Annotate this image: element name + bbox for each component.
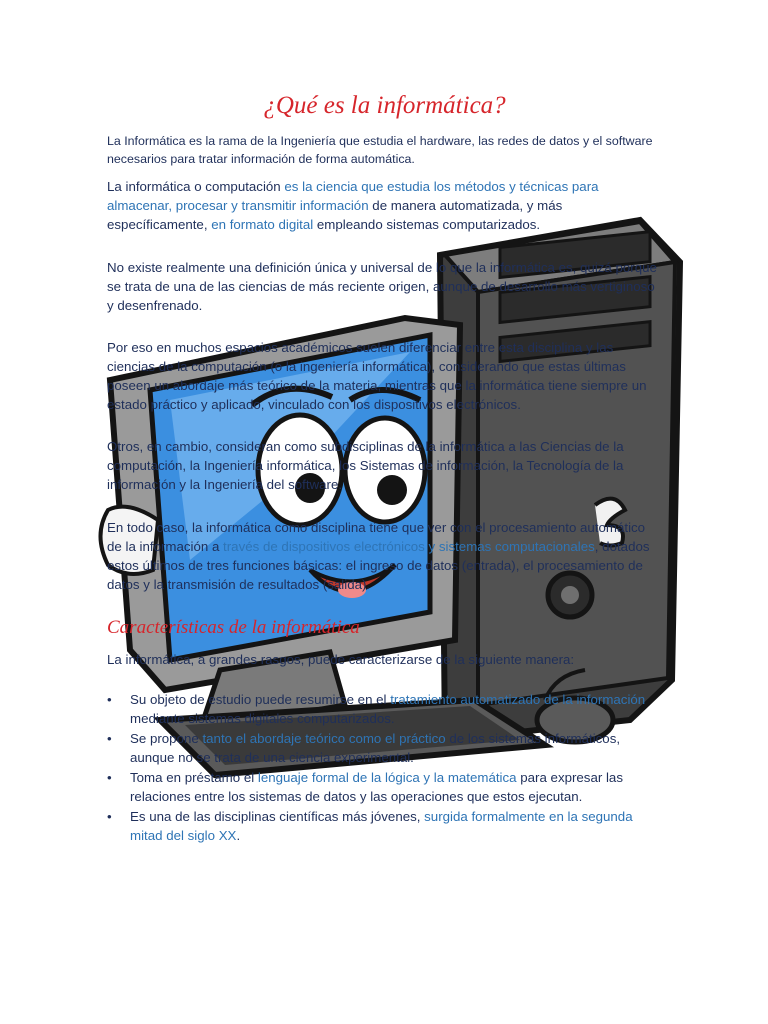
definition-text-a: La informática o computación (107, 179, 285, 194)
list-item-highlight: surgida formalmente en la segunda mitad del siglo XX (130, 809, 633, 843)
page-title: ¿Qué es la informática? (263, 92, 506, 119)
intro-paragraph: La Informática es la rama de la Ingeniería que estudia el hardware, las redes de datos y el software necesarios para tratar información de forma automática. (107, 134, 653, 166)
bullet-icon: • (107, 809, 112, 824)
list-item-text: para expresar las relaciones entre los sistemas de datos y las operaciones que estos ejecutan. (130, 770, 623, 804)
bullet-icon: • (107, 770, 112, 785)
list-item-text: Es una de las disciplinas científicas más jóvenes, (130, 809, 425, 824)
list-item (107, 690, 667, 728)
definition-highlight-1: es la ciencia que estudia los métodos y técnicas para almacenar, procesar y transmitir información (107, 179, 599, 213)
list-item (107, 768, 667, 806)
paragraph-academic-spaces: Por eso en muchos espacios académicos suelen diferenciar entre esta disciplina y las ciencias de la computación (o la ingeniería informática), considerando que estas últimas poseen un abordaje más teórico de la materia, mientras que la informática tiene siempre un estado práctico y aplicado, vinculado con los dispositivos electrónicos. (107, 340, 647, 412)
bullet-icon: • (107, 692, 112, 707)
paragraph-definition-unique: No existe realmente una definición única y universal de lo que la informática es, quizá porque se trata de una de las ciencias de más reciente origen, aunque de desarrollo más vertiginoso y desenfrenado. (107, 260, 657, 313)
definition-text-c: de manera automatizada, y más específicamente, (107, 198, 563, 232)
list-item-text: Su objeto de estudio puede resumirse en el (130, 692, 391, 707)
list-item-text: de los sistemas informáticos, aunque no se trata de una ciencia experimental. (130, 731, 621, 765)
section-heading: Características de la informática (107, 617, 360, 638)
characteristics-list (107, 690, 667, 846)
paragraph-subdisciplines: Otros, en cambio, consideran como subdisciplinas de la informática a las Ciencias de la computación, la Ingeniería informática, los Sistemas de información, la Tecnología de la información y la Ingeniería del software. (107, 439, 624, 492)
list-item-text: mediante sistemas digitales computarizados. (130, 711, 395, 726)
list-item (107, 729, 667, 767)
list-item-text: . (236, 828, 241, 843)
list-item-highlight: tanto el abordaje teórico como el práctico (202, 731, 446, 746)
list-item-text: Toma en préstamo el (130, 770, 258, 785)
list-item-text: Se propone (130, 731, 203, 746)
definition-highlight-2: en formato digital (211, 217, 314, 232)
definition-paragraph (107, 177, 662, 234)
list-item (107, 807, 667, 845)
section-intro: La informática, a grandes rasgos, puede caracterizarse de la siguiente manera: (107, 652, 575, 667)
list-item-highlight: tratamiento automatizado de la información (390, 692, 646, 707)
processing-text-c: , dotados estos últimos de tres funciones básicas: el ingreso de datos (entrada), el procesamiento de datos y la transmisión de resultados (salida). (107, 539, 650, 592)
bullet-icon: • (107, 731, 112, 746)
definition-text-e: empleando sistemas computarizados. (313, 217, 541, 232)
list-item-highlight: lenguaje formal de la lógica y la matemática (257, 770, 517, 785)
processing-highlight: través de dispositivos electrónicos y sistemas computacionales (223, 539, 595, 554)
paragraph-processing (107, 518, 662, 594)
processing-text-a: En todo caso, la informática como disciplina tiene que ver con el procesamiento automático de la información a (107, 520, 646, 554)
